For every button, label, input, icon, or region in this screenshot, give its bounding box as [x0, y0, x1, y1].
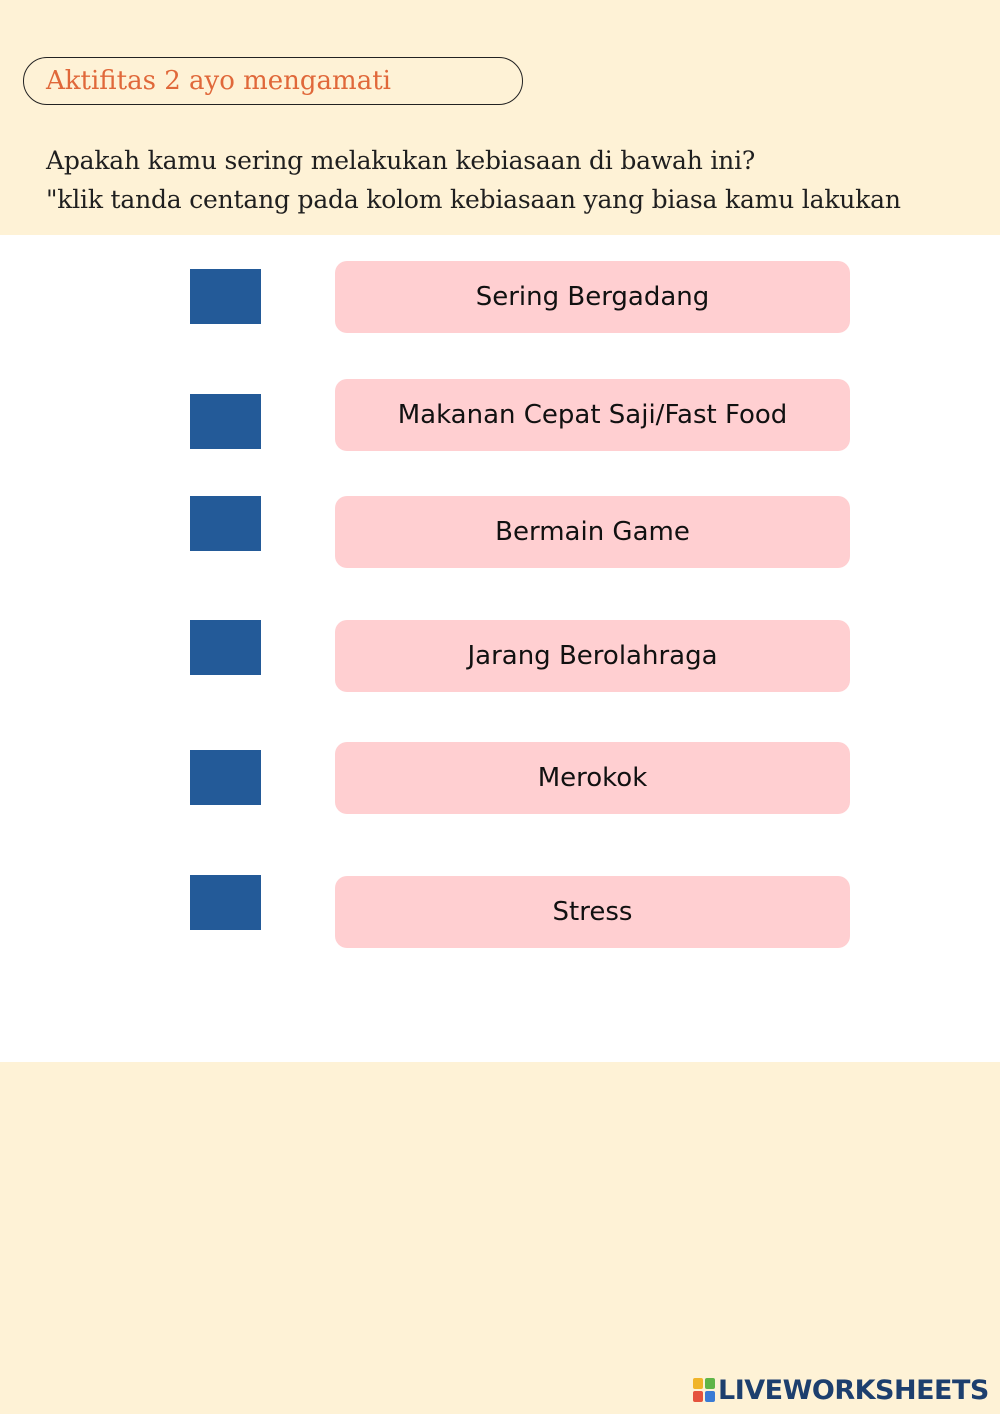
checkbox-stress[interactable]: [190, 875, 261, 930]
liveworksheets-brand: [693, 1374, 989, 1406]
option-label: Bermain Game: [495, 517, 690, 547]
checkbox-bermain-game[interactable]: [190, 496, 261, 551]
option-label: Stress: [552, 897, 633, 927]
option-merokok: [335, 742, 850, 814]
liveworksheets-logo-icon: [693, 1378, 715, 1402]
option-label: Jarang Berolahraga: [467, 641, 718, 671]
footer-band: [0, 1062, 1000, 1414]
activity-title: [23, 57, 523, 105]
option-sering-bergadang: [335, 261, 850, 333]
checkbox-sering-bergadang[interactable]: [190, 269, 261, 324]
activity-title-text: Aktifitas 2 ayo mengamati: [46, 66, 391, 96]
option-label: Merokok: [537, 763, 648, 793]
checkbox-fast-food[interactable]: [190, 394, 261, 449]
option-jarang-berolahraga: [335, 620, 850, 692]
brand-name: LIVEWORKSHEETS: [718, 1374, 989, 1406]
option-label: Makanan Cepat Saji/Fast Food: [397, 400, 788, 430]
option-stress: [335, 876, 850, 948]
option-label: Sering Bergadang: [475, 282, 710, 312]
instruction-line-1: Apakah kamu sering melakukan kebiasaan di bawah ini?: [46, 146, 756, 175]
instruction-line-2: "klik tanda centang pada kolom kebiasaan yang biasa kamu lakukan: [46, 185, 901, 214]
option-bermain-game: [335, 496, 850, 568]
option-fast-food: [335, 379, 850, 451]
checkbox-jarang-berolahraga[interactable]: [190, 620, 261, 675]
checkbox-merokok[interactable]: [190, 750, 261, 805]
